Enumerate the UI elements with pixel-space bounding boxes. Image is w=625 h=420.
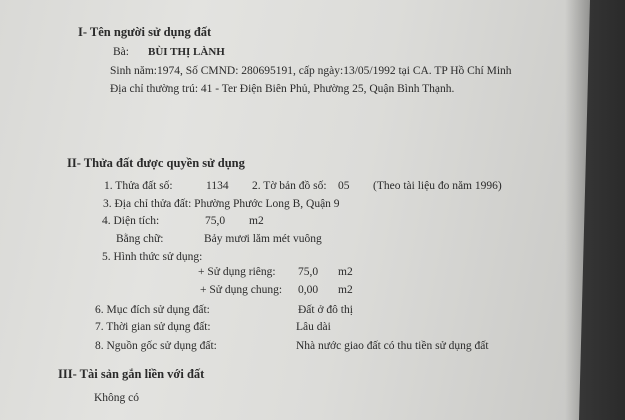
purpose-label: 6. Mục đích sử dụng đất: — [95, 304, 210, 316]
private-use-label: + Sử dụng riêng: — [198, 266, 276, 278]
section1-heading: I- Tên người sử dụng đất — [78, 25, 212, 39]
private-use-unit: m2 — [338, 266, 353, 278]
parcel-address: 3. Địa chỉ thửa đất: Phường Phước Long B, Quận 9 — [103, 198, 340, 210]
section3-heading: III- Tài sản gắn liền với đất — [58, 367, 205, 381]
map-sheet-number: 05 — [338, 180, 350, 192]
shared-use-unit: m2 — [338, 284, 353, 296]
map-sheet-label: 2. Tờ bản đồ số: — [252, 180, 327, 192]
area-value: 75,0 — [205, 215, 226, 227]
origin-value: Nhà nước giao đất có thu tiền sử dụng đất — [296, 340, 489, 352]
area-label: 4. Diện tích: — [102, 215, 160, 227]
shared-use-value: 0,00 — [298, 284, 319, 296]
page-shadow — [565, 0, 625, 420]
origin-label: 8. Nguồn gốc sử dụng đất: — [95, 340, 217, 352]
purpose-value: Đất ở đô thị — [298, 304, 353, 316]
duration-value: Lâu dài — [296, 321, 331, 333]
parcel-number: 1134 — [206, 180, 229, 192]
area-unit: m2 — [249, 215, 264, 227]
in-words-label: Bằng chữ: — [116, 233, 164, 245]
duration-label: 7. Thời gian sử dụng đất: — [95, 321, 211, 333]
parcel-label: 1. Thửa đất số: — [104, 180, 173, 192]
usage-form-label: 5. Hình thức sử dụng: — [102, 251, 203, 263]
assets-value: Không có — [94, 392, 140, 404]
section2-heading: II- Thửa đất được quyền sử dụng — [67, 156, 245, 170]
address-line: Địa chỉ thường trú: 41 - Ter Điện Biên Phủ, Phường 25, Quận Bình Thạnh. — [110, 83, 455, 95]
shared-use-label: + Sử dụng chung: — [200, 284, 283, 296]
ba-label: Bà: — [113, 46, 129, 58]
owner-name: BÙI THỊ LÀNH — [148, 46, 225, 58]
survey-note: (Theo tài liệu đo năm 1996) — [373, 180, 502, 192]
birth-id-line: Sinh năm:1974, Số CMND: 280695191, cấp ngày:13/05/1992 tại CA. TP Hồ Chí Minh — [110, 65, 512, 77]
in-words-value: Bảy mươi lăm mét vuông — [204, 233, 322, 245]
private-use-value: 75,0 — [298, 266, 319, 278]
